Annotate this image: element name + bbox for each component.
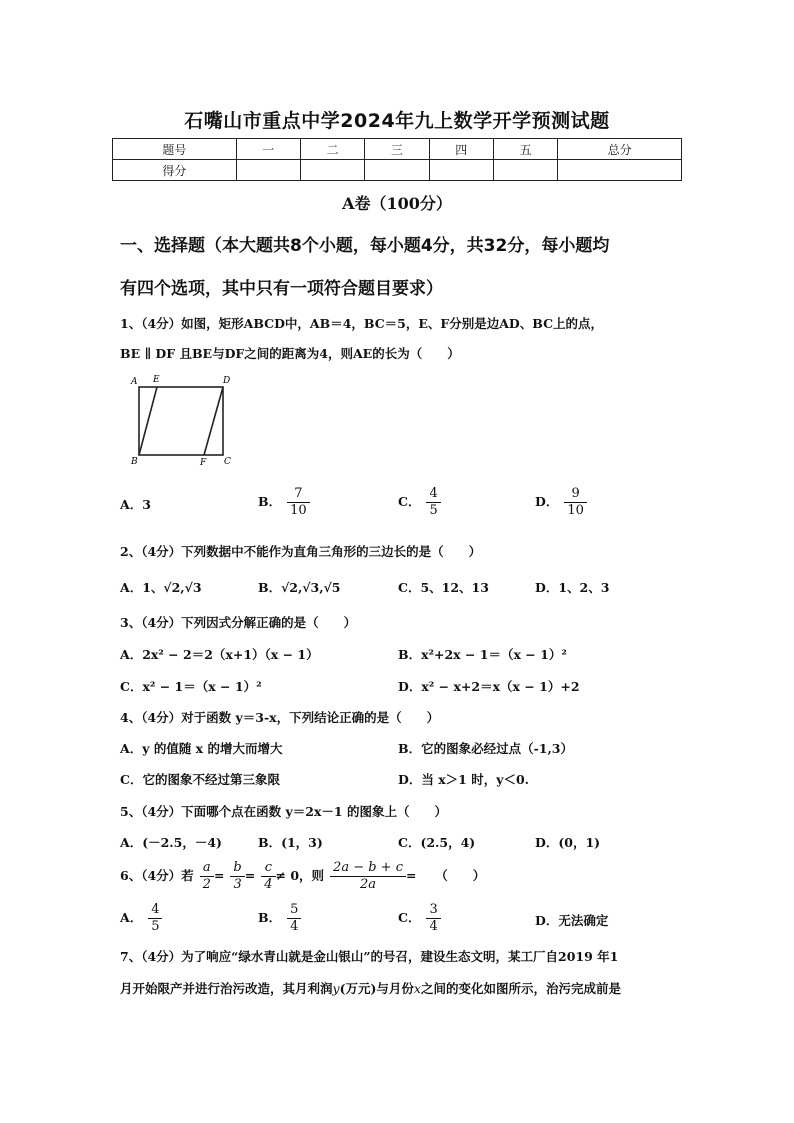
q4-option-a: A．y 的值随 x 的增大而增大	[120, 741, 283, 756]
q3-option-c: C．x² − 1＝（x − 1）²	[120, 679, 262, 694]
q4-option-b: B．它的图象必经过点（-1,3）	[398, 741, 574, 756]
q4-option-c: C．它的图象不经过第三象限	[120, 772, 280, 787]
q5-text: 5、（4分）下面哪个点在函数 y＝2x－1 的图象上（ ）	[120, 804, 447, 819]
score-cell	[429, 160, 493, 181]
q3-option-d: D．x² − x+2＝x（x − 1）+2	[398, 679, 580, 694]
q5-option-b: B．(1，3)	[258, 835, 323, 850]
q6-option-d: D．无法确定	[535, 913, 609, 928]
segment-df	[204, 387, 223, 455]
q1-text-line2: BE ∥ DF 且BE与DF之间的距离为4，则AE的长为（ ）	[120, 346, 460, 361]
score-table	[112, 138, 682, 181]
q6-option-a: A． $\frac{4}{5}$	[120, 902, 162, 935]
q4-option-d: D．当 x＞1 时，y＜0.	[398, 772, 530, 787]
q6-text: 6、（4分）若 $\frac{a}{2}$ = $\frac{b}{3}$ = $\frac{c}{4}$ ≠ 0，则 $\frac{2a - b + c}{2a}$ = （ ）	[120, 860, 486, 892]
q5-option-c: C．(2.5，4)	[398, 835, 476, 850]
q2-text: 2、（4分）下列数据中不能作为直角三角形的三边长的是（ ）	[120, 544, 482, 559]
label-d: D	[223, 376, 231, 386]
q1-text-line1: 1、（4分）如图，矩形ABCD中，AB＝4，BC＝5，E、F分别是边AD、BC上的点，	[120, 316, 604, 331]
q7-text-line1: 7、（4分）为了响应“绿水青山就是金山银山”的号召，建设生态文明，某工厂自2019 年1	[120, 949, 619, 964]
score-header-cell: 二	[300, 139, 364, 160]
q1-option-c: C． $\frac{4}{5}$	[398, 486, 441, 519]
q5-option-d: D．(0，1)	[535, 835, 601, 850]
score-cell	[236, 160, 300, 181]
q3-option-a: A．2x² − 2＝2（x+1）（x − 1）	[120, 647, 319, 662]
section-a-heading: A卷（100分）	[342, 194, 452, 213]
page-title: 石嘴山市重点中学2024年九上数学开学预测试题	[184, 110, 610, 132]
score-cell	[493, 160, 557, 181]
segment-be	[139, 387, 157, 455]
score-header-cell: 总分	[558, 139, 682, 160]
score-cell	[300, 160, 364, 181]
q2-option-a: A．1、√2,√3	[120, 580, 202, 595]
score-cell	[365, 160, 429, 181]
label-a: A	[131, 377, 138, 387]
q2-option-b: B．√2,√3,√5	[258, 580, 341, 595]
score-header-cell: 五	[493, 139, 557, 160]
rectangle-abcd	[139, 387, 223, 455]
score-header-cell: 三	[365, 139, 429, 160]
label-b: B	[131, 457, 138, 467]
q2-option-c: C．5、12、13	[398, 580, 489, 595]
score-table-score-row	[113, 160, 682, 181]
q1-rectangle-figure	[120, 372, 240, 468]
label-f: F	[200, 458, 207, 468]
q1-option-b: B． $\frac{7}{10}$	[258, 486, 310, 519]
score-row-label: 得分	[113, 160, 237, 181]
q3-option-b: B．x²+2x − 1＝（x − 1）²	[398, 647, 567, 662]
q6-option-b: B． $\frac{5}{4}$	[258, 902, 301, 935]
score-header-cell: 一	[236, 139, 300, 160]
q1-option-a: A．3	[120, 497, 151, 512]
score-header-cell: 四	[429, 139, 493, 160]
q2-option-d: D．1、2、3	[535, 580, 610, 595]
score-cell	[558, 160, 682, 181]
q1-option-d: D． $\frac{9}{10}$	[535, 486, 587, 519]
label-e: E	[153, 375, 160, 385]
part1-heading-line2: 有四个选项，其中只有一项符合题目要求）	[120, 279, 443, 299]
score-table-header-row	[113, 139, 682, 160]
q3-text: 3、（4分）下列因式分解正确的是（ ）	[120, 615, 357, 630]
part1-heading-line1: 一、选择题（本大题共8个小题，每小题4分，共32分，每小题均	[120, 236, 610, 256]
q5-option-a: A．(－2.5，－4)	[120, 835, 222, 850]
score-header-cell: 题号	[113, 139, 237, 160]
q4-text: 4、（4分）对于函数 y＝3-x，下列结论正确的是（ ）	[120, 710, 440, 725]
label-c: C	[224, 457, 231, 467]
q6-option-c: C． $\frac{3}{4}$	[398, 902, 441, 935]
q7-text-line2: 月开始限产并进行治污改造，其月利润y(万元)与月份x之间的变化如图所示，治污完成前是	[120, 981, 621, 996]
